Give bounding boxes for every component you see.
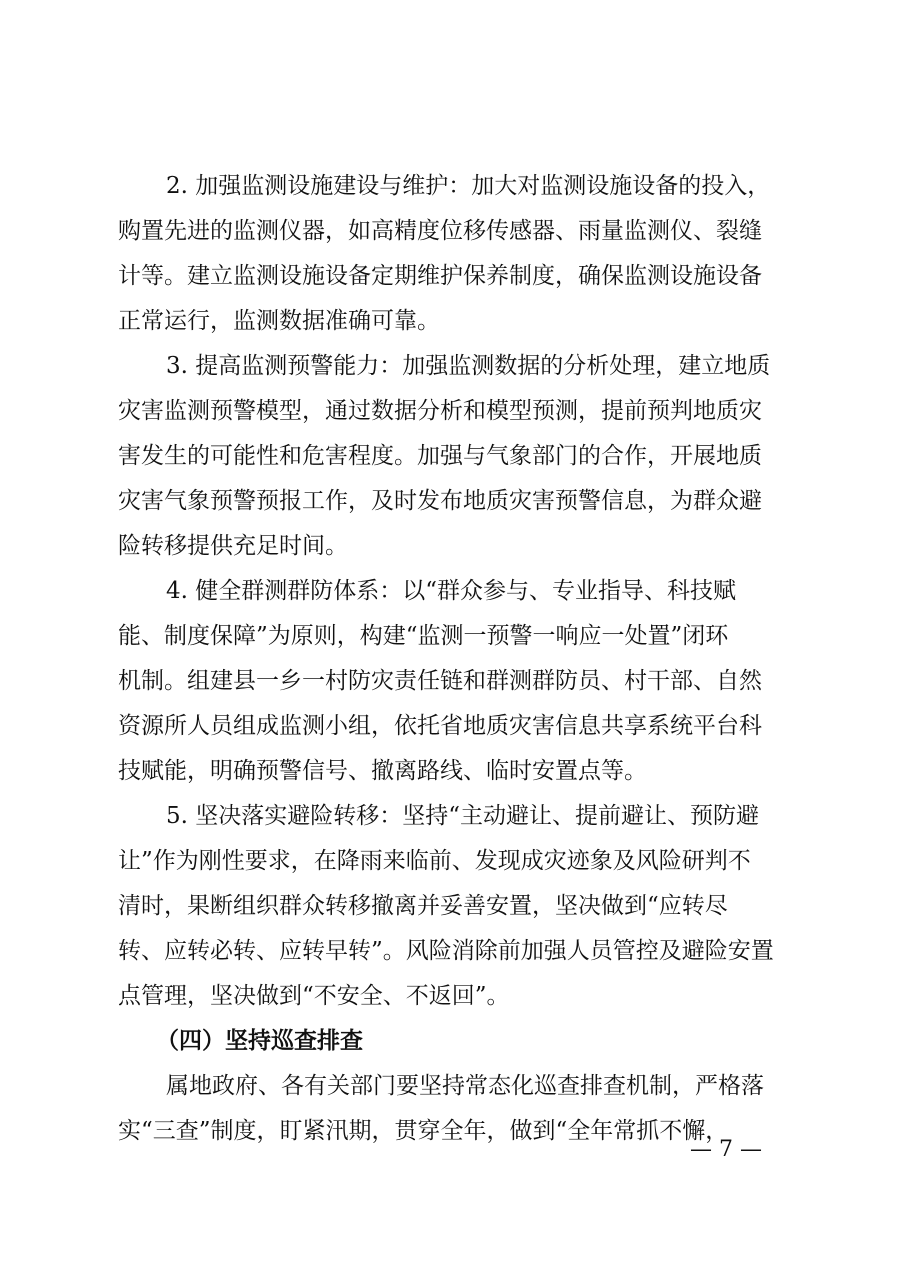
paragraph-3-line-3: 害发生的可能性和危害程度。加强与气象部门的合作，开展地质 — [118, 443, 762, 469]
paragraph-3-line-5: 险转移提供充足时间。 — [118, 533, 348, 559]
paragraph-5-line-5: 点管理，坚决做到“不安全、不返回”。 — [118, 983, 510, 1009]
section-heading: （四）坚持巡查排查 — [156, 1028, 363, 1054]
paragraph-2-line-1: 2. 加强监测设施建设与维护：加大对监测设施设备的投入， — [166, 173, 771, 199]
paragraph-4-line-3: 机制。组建县一乡一村防灾责任链和群测群防员、村干部、自然 — [118, 668, 762, 694]
paragraph-5-line-4: 转、应转必转、应转早转”。风险消除前加强人员管控及避险安置 — [118, 938, 774, 964]
paragraph-6-line-1: 属地政府、各有关部门要坚持常态化巡查排查机制，严格落 — [166, 1073, 764, 1099]
page-number: — 7 — — [690, 1137, 762, 1162]
paragraph-3-line-1: 3. 提高监测预警能力：加强监测数据的分析处理，建立地质 — [166, 353, 771, 379]
paragraph-2-line-4: 正常运行，监测数据准确可靠。 — [118, 308, 440, 334]
paragraph-5-line-2: 让”作为刚性要求，在降雨来临前、发现成灾迹象及风险研判不 — [118, 848, 751, 874]
paragraph-4-line-2: 能、制度保障”为原则，构建“监测一预警一响应一处置”闭环 — [118, 623, 729, 649]
paragraph-3-line-2: 灾害监测预警模型，通过数据分析和模型预测，提前预判地质灾 — [118, 398, 762, 424]
paragraph-4-line-1: 4. 健全群测群防体系：以“群众参与、专业指导、科技赋 — [166, 578, 737, 604]
paragraph-4-line-5: 技赋能，明确预警信号、撤离路线、临时安置点等。 — [118, 758, 647, 784]
paragraph-4-line-4: 资源所人员组成监测小组，依托省地质灾害信息共享系统平台科 — [118, 713, 762, 739]
paragraph-5-line-3: 清时，果断组织群众转移撤离并妥善安置，坚决做到“应转尽 — [118, 893, 728, 919]
paragraph-2-line-2: 购置先进的监测仪器，如高精度位移传感器、雨量监测仪、裂缝 — [118, 218, 762, 244]
paragraph-5-line-1: 5. 坚决落实避险转移：坚持“主动避让、提前避让、预防避 — [166, 803, 760, 829]
paragraph-2-line-3: 计等。建立监测设施设备定期维护保养制度，确保监测设施设备 — [118, 263, 762, 289]
paragraph-6-line-2: 实“三查”制度，盯紧汛期，贯穿全年，做到“全年常抓不懈， — [118, 1118, 729, 1144]
paragraph-3-line-4: 灾害气象预警预报工作，及时发布地质灾害预警信息，为群众避 — [118, 488, 762, 514]
